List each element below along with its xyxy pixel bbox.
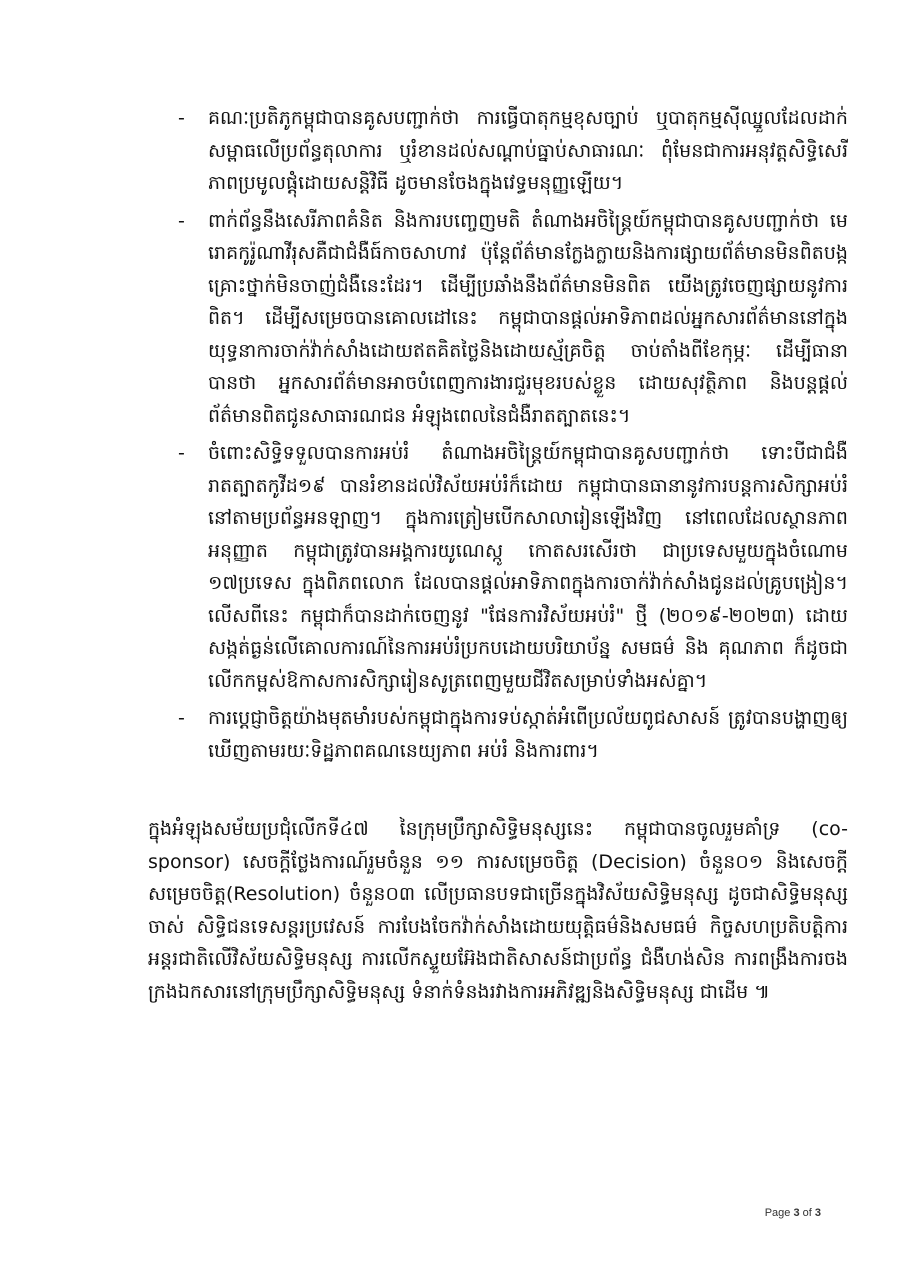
bullet-dash: - — [178, 107, 185, 129]
page-prefix: Page — [764, 1207, 794, 1219]
bullet-dash: - — [178, 209, 185, 232]
bullet-dash: - — [178, 442, 185, 464]
bullet-text: ការប្តេជ្ញាចិត្តយ៉ាងមុតមាំរបស់កម្ពុជាក្នុងការទប់ស្កាត់អំពើប្រល័យពូជសាសន៍ ត្រូវបានបង្ហាញឲ្យឃើញតាមរយៈទិដ្ឋភាពគណនេយ្យភាព អប់រំ និងការពារ។ — [208, 707, 848, 762]
bullet-item-education — [178, 437, 848, 697]
page-number-footer — [765, 1207, 821, 1219]
closing-paragraph: ក្នុងអំឡុងសម័យប្រជុំលើកទី៤៧ នៃក្រុមប្រឹក្សាសិទ្ធិមនុស្សនេះ កម្ពុជាបានចូលរួមគាំទ្រ (co-sponsor) សេចក្តីថ្លែងការណ៍រួមចំនួន ១១ ការសម្រេចចិត្ត (Decision) ចំនួន០១ និងសេចក្តីសម្រេចចិត្ត(Resolution) ចំនួន០៣ លើប្រធានបទជាច្រើនក្នុងវិស័យសិទ្ធិមនុស្ស ដូចជាសិទ្ធិមនុស្សចាស់ សិទ្ធិជនទេសន្តរប្រវេសន៍ ការបែងចែកវ៉ាក់សាំងដោយយុត្តិធម៌និងសមធម៌ កិច្ចសហប្រតិបត្តិការអន្តរជាតិលើវិស័យសិទ្ធិមនុស្ស ការលើកស្ទួយអ៊ែងជាតិសាសន៍ជាប្រព័ន្ធ ជំងឺហង់សិន ការពង្រឹងការចងក្រងឯកសារនៅក្រុមប្រឹក្សាសិទ្ធិមនុស្ស ទំនាក់ទំនងរវាងការអភិវឌ្ឍនិងសិទ្ធិមនុស្ស ជាដើម ៕ — [148, 818, 848, 1003]
bullet-text: ចំពោះសិទ្ធិទទួលបានការអប់រំ តំណាងអចិន្ត្រៃយ៍កម្ពុជាបានគូសបញ្ជាក់ថា ទោះបីជាជំងឺរាតត្បាតកូវីដ១៩ បានរំខានដល់វិស័យអប់រំក៏ដោយ កម្ពុជាបានធានានូវការបន្តការសិក្សាអប់រំនៅតាមប្រព័ន្ធអនឡាញ។ ក្នុងការត្រៀមបើកសាលារៀនឡើងវិញ នៅពេលដែលស្ថានភាពអនុញ្ញាត កម្ពុជាត្រូវបានអង្គការយូណេស្កូ កោតសរសើរថា ជាប្រទេសមួយក្នុងចំណោម ១៧ប្រទេស ក្នុងពិភពលោក ដែលបានផ្តល់អាទិភាពក្នុងការចាក់វ៉ាក់សាំងជូនដល់គ្រូបង្រៀន។ លើសពីនេះ កម្ពុជាក៏បានដាក់ចេញនូវ "ផែនការវិស័យអប់រំ" ថ្មី (២០១៩-២០២៣) ដោយសង្កត់ធ្ងន់លើគោលការណ៍នៃការអប់រំប្រកបដោយបរិយាប័ន្ន សមធម៌ និង គុណភាព ក៏ដូចជាលើកកម្ពស់ឱកាសការសិក្សារៀនសូត្រពេញមួយជីវិតសម្រាប់ទាំងអស់គ្នា។ — [208, 442, 848, 692]
page-total: 3 — [814, 1207, 821, 1219]
bullet-list — [178, 102, 848, 772]
bullet-item-genocide — [178, 702, 848, 767]
bullet-text: គណៈប្រតិភូកម្ពុជាបានគូសបញ្ជាក់ថា ការធ្វើបាតុកម្មខុសច្បាប់ ឬបាតុកម្មស៊ីឈ្នួលដែលដាក់សម្ពាធលើប្រព័ន្ធតុលាការ ឬរំខានដល់សណ្តាប់ធ្នាប់សាធារណៈ ពុំមែនជាការអនុវត្តសិទ្ធិសេរីភាពប្រមូលផ្តុំដោយសន្តិវិធី ដូចមានចែងក្នុងវេទ្ធមនុញ្ញឡើយ។ — [208, 107, 848, 194]
bullet-dash: - — [178, 707, 185, 729]
bullet-text: ពាក់ព័ន្ធនឹងសេរីភាពគំនិត និងការបញ្ចេញមតិ តំណាងអចិន្ត្រៃយ៍កម្ពុជាបានគូសបញ្ជាក់ថា មេរោគកូរ៉ូណាវីរុសគឺជាជំងឺធ៍កាចសាហាវ ប៉ុន្តែព័ត៌មានក្លែងក្លាយនិងការផ្សាយព័ត៌មានមិនពិតបង្កគ្រោះថ្នាក់មិនចាញ់ជំងឺនេះដែរ។ ដើម្បីប្រឆាំងនឹងព័ត៌មានមិនពិត យើងត្រូវចេញផ្សាយនូវការពិត។ ដើម្បីសម្រេចបានគោលដៅនេះ កម្ពុជាបានផ្តល់អាទិភាពដល់អ្នកសារព័ត៌មាននៅក្នុងយុទ្ធនាការចាក់វ៉ាក់សាំងដោយឥតគិតថ្លៃនិងដោយស្ម័គ្រចិត្ត ចាប់តាំងពីខែកុម្ភៈ ដើម្បីធានាបានថា អ្នកសារព័ត៌មានអាចបំពេញការងារជួរមុខរបស់ខ្លួន ដោយសុវត្ថិភាព និងបន្តផ្តល់ព័ត៌មានពិតជូនសាធារណជន អំឡុងពេលនៃជំងឺរាតត្បាតនេះ។ — [208, 209, 848, 427]
bullet-item-expression — [178, 205, 848, 433]
page-separator: of — [799, 1207, 815, 1219]
bullet-item-protests — [178, 102, 848, 200]
page-current: 3 — [793, 1207, 800, 1219]
